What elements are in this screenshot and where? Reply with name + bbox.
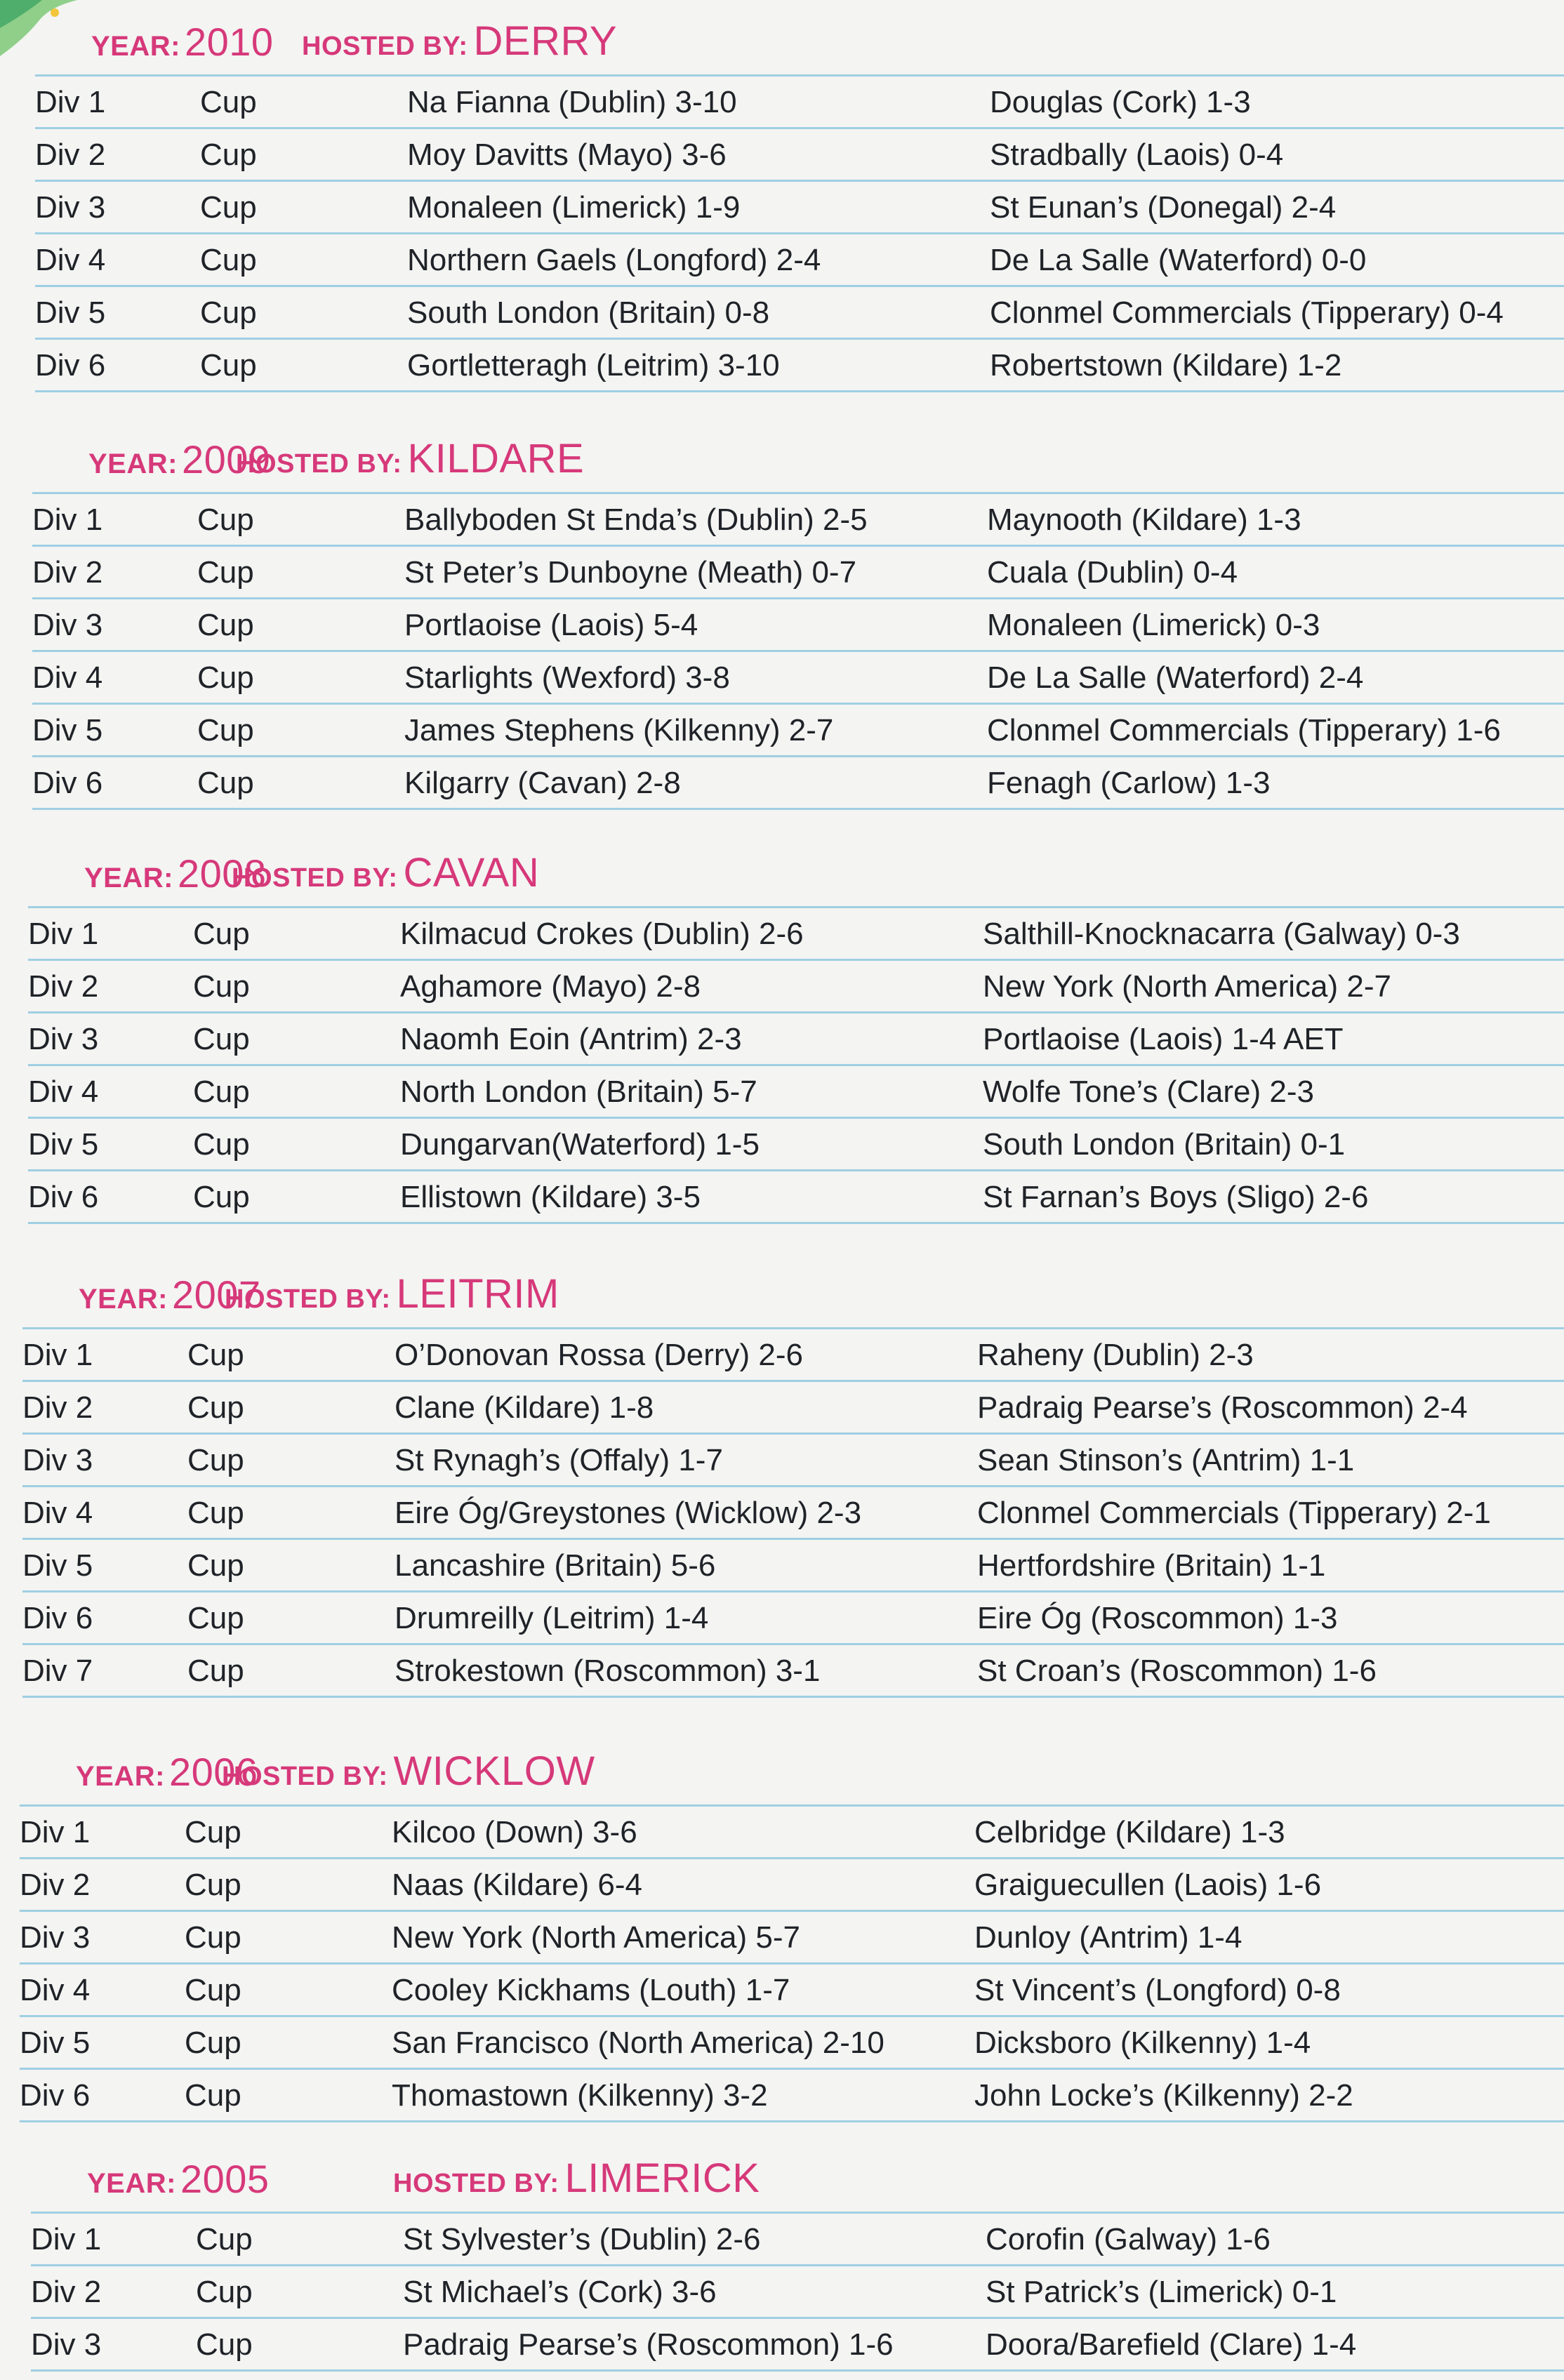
competition-cell: Cup (193, 1180, 250, 1214)
division-cell: Div 6 (35, 348, 106, 383)
year-value: 2010 (184, 20, 274, 64)
competition-cell: Cup (193, 969, 250, 1004)
runner-up-cell: St Vincent’s (Longford) 0-8 (974, 1973, 1341, 2007)
winner-cell: Kilcoo (Down) 3-6 (392, 1815, 637, 1849)
competition-cell: Cup (187, 1654, 244, 1688)
results-table (20, 1804, 1564, 2122)
winner-cell: Drumreilly (Leitrim) 1-4 (395, 1601, 709, 1635)
winner-cell: Thomastown (Kilkenny) 3-2 (392, 2078, 768, 2113)
table-row (22, 1645, 1564, 1698)
host-county: LIMERICK (564, 2155, 760, 2201)
competition-cell: Cup (185, 2078, 241, 2113)
table-row (31, 2212, 1564, 2266)
year-value: 2007 (171, 1272, 261, 1317)
competition-cell: Cup (193, 1022, 250, 1056)
winner-cell: Starlights (Wexford) 3-8 (404, 660, 730, 695)
table-row (31, 2319, 1564, 2372)
division-cell: Div 2 (20, 1868, 91, 1902)
winner-cell: Naomh Eoin (Antrim) 2-3 (400, 1022, 742, 1056)
table-row (20, 1859, 1564, 1912)
winner-cell: St Peter’s Dunboyne (Meath) 0-7 (404, 555, 857, 590)
runner-up-cell: Salthill-Knocknacarra (Galway) 0-3 (983, 917, 1460, 951)
year-label (91, 19, 274, 65)
competition-cell: Cup (197, 766, 254, 800)
competition-cell: Cup (187, 1338, 244, 1372)
runner-up-cell: South London (Britain) 0-1 (983, 1127, 1346, 1162)
runner-up-cell: Clonmel Commercials (Tipperary) 0-4 (990, 295, 1504, 330)
table-row (22, 1435, 1564, 1487)
competition-cell: Cup (187, 1601, 244, 1635)
table-row (28, 1066, 1564, 1119)
hosted-by-label (225, 1270, 559, 1317)
runner-up-cell: Maynooth (Kildare) 1-3 (987, 503, 1301, 537)
year-label-text: YEAR: (87, 2168, 176, 2199)
division-cell: Div 3 (28, 1022, 99, 1056)
division-cell: Div 5 (32, 713, 103, 747)
division-cell: Div 2 (28, 969, 99, 1004)
runner-up-cell: Wolfe Tone’s (Clare) 2-3 (983, 1075, 1314, 1109)
division-cell: Div 4 (22, 1496, 93, 1530)
runner-up-cell: Cuala (Dublin) 0-4 (987, 555, 1238, 590)
table-row (22, 1382, 1564, 1435)
division-cell: Div 2 (31, 2275, 102, 2309)
table-row (20, 1965, 1564, 2017)
competition-cell: Cup (185, 1973, 241, 2007)
year-value: 2008 (177, 851, 267, 896)
runner-up-cell: Clonmel Commercials (Tipperary) 1-6 (987, 713, 1501, 747)
runner-up-cell: St Croan’s (Roscommon) 1-6 (977, 1654, 1377, 1688)
division-cell: Div 6 (20, 2078, 91, 2113)
year-label-text: YEAR: (79, 1284, 168, 1315)
table-row (31, 2266, 1564, 2319)
division-cell: Div 5 (22, 1548, 93, 1583)
results-table (22, 1327, 1564, 1698)
section-header (0, 7, 1564, 74)
competition-cell: Cup (185, 1920, 241, 1955)
competition-cell: Cup (185, 1815, 241, 1849)
hosted-by-label-text: HOSTED BY: (232, 863, 398, 893)
runner-up-cell: Douglas (Cork) 1-3 (990, 85, 1251, 119)
section-header (0, 425, 1564, 492)
section-header (0, 1737, 1564, 1804)
division-cell: Div 3 (31, 2327, 102, 2362)
host-county: WICKLOW (393, 1748, 595, 1794)
year-section-2009 (0, 425, 1564, 810)
competition-cell: Cup (196, 2222, 253, 2256)
competition-cell: Cup (200, 243, 257, 277)
table-row (32, 757, 1564, 810)
division-cell: Div 4 (20, 1973, 91, 2007)
hosted-by-label (302, 18, 617, 65)
host-county: DERRY (473, 18, 618, 64)
winner-cell: St Rynagh’s (Offaly) 1-7 (395, 1443, 723, 1477)
competition-cell: Cup (185, 1868, 241, 1902)
winner-cell: San Francisco (North America) 2-10 (392, 2026, 884, 2060)
winner-cell: Dungarvan(Waterford) 1-5 (400, 1127, 760, 1162)
table-row (28, 1171, 1564, 1224)
competition-cell: Cup (197, 713, 254, 747)
host-county: CAVAN (403, 850, 540, 896)
winner-cell: O’Donovan Rossa (Derry) 2-6 (395, 1338, 803, 1372)
table-row (22, 1540, 1564, 1593)
division-cell: Div 7 (22, 1654, 93, 1688)
competition-cell: Cup (187, 1390, 244, 1425)
winner-cell: Clane (Kildare) 1-8 (395, 1390, 654, 1425)
competition-cell: Cup (193, 917, 250, 951)
winner-cell: Eire Óg/Greystones (Wicklow) 2-3 (395, 1496, 862, 1530)
runner-up-cell: Robertstown (Kildare) 1-2 (990, 348, 1342, 383)
results-table (35, 74, 1564, 392)
hosted-by-label (236, 435, 584, 482)
runner-up-cell: St Eunan’s (Donegal) 2-4 (990, 190, 1337, 225)
table-row (32, 599, 1564, 652)
table-row (20, 1804, 1564, 1859)
runner-up-cell: Hertfordshire (Britain) 1-1 (977, 1548, 1326, 1583)
table-row (35, 182, 1564, 234)
winner-cell: Portlaoise (Laois) 5-4 (404, 608, 698, 642)
competition-cell: Cup (200, 85, 257, 119)
table-row (35, 287, 1564, 340)
division-cell: Div 1 (28, 917, 99, 951)
winner-cell: Monaleen (Limerick) 1-9 (407, 190, 741, 225)
winner-cell: North London (Britain) 5-7 (400, 1075, 757, 1109)
winner-cell: Gortletteragh (Leitrim) 3-10 (407, 348, 780, 383)
table-row (32, 652, 1564, 705)
hosted-by-label-text: HOSTED BY: (222, 1762, 388, 1791)
table-row (28, 1119, 1564, 1171)
table-row (20, 1912, 1564, 1965)
competition-cell: Cup (197, 555, 254, 590)
table-row (32, 547, 1564, 599)
competition-cell: Cup (193, 1127, 250, 1162)
winner-cell: Aghamore (Mayo) 2-8 (400, 969, 701, 1004)
table-row (22, 1487, 1564, 1540)
division-cell: Div 2 (35, 138, 106, 172)
runner-up-cell: John Locke’s (Kilkenny) 2-2 (974, 2078, 1353, 2113)
division-cell: Div 3 (22, 1443, 93, 1477)
year-label-text: YEAR: (88, 448, 178, 479)
competition-cell: Cup (197, 608, 254, 642)
division-cell: Div 1 (22, 1338, 93, 1372)
table-row (35, 74, 1564, 129)
year-label-text: YEAR: (76, 1761, 165, 1792)
runner-up-cell: Graiguecullen (Laois) 1-6 (974, 1868, 1322, 1902)
winner-cell: Ballyboden St Enda’s (Dublin) 2-5 (404, 503, 868, 537)
table-row (35, 234, 1564, 287)
winner-cell: South London (Britain) 0-8 (407, 295, 770, 330)
runner-up-cell: Portlaoise (Laois) 1-4 AET (983, 1022, 1344, 1056)
hosted-by-label-text: HOSTED BY: (302, 32, 468, 61)
runner-up-cell: Sean Stinson’s (Antrim) 1-1 (977, 1443, 1355, 1477)
runner-up-cell: Dicksboro (Kilkenny) 1-4 (974, 2026, 1311, 2060)
year-section-2005 (0, 2144, 1564, 2372)
hosted-by-label-text: HOSTED BY: (236, 449, 402, 479)
runner-up-cell: Corofin (Galway) 1-6 (986, 2222, 1271, 2256)
runner-up-cell: Monaleen (Limerick) 0-3 (987, 608, 1320, 642)
year-section-2010 (0, 7, 1564, 392)
host-county: LEITRIM (396, 1271, 559, 1317)
winner-cell: Na Fianna (Dublin) 3-10 (407, 85, 737, 119)
division-cell: Div 2 (22, 1390, 93, 1425)
runner-up-cell: Doora/Barefield (Clare) 1-4 (986, 2327, 1357, 2362)
table-row (35, 340, 1564, 392)
table-row (28, 906, 1564, 961)
competition-cell: Cup (197, 503, 254, 537)
winner-cell: New York (North America) 5-7 (392, 1920, 800, 1955)
competition-cell: Cup (187, 1496, 244, 1530)
runner-up-cell: Clonmel Commercials (Tipperary) 2-1 (977, 1496, 1491, 1530)
runner-up-cell: Dunloy (Antrim) 1-4 (974, 1920, 1242, 1955)
winner-cell: Northern Gaels (Longford) 2-4 (407, 243, 821, 277)
division-cell: Div 1 (35, 85, 106, 119)
table-row (22, 1593, 1564, 1645)
division-cell: Div 1 (20, 1815, 91, 1849)
division-cell: Div 2 (32, 555, 103, 590)
table-row (32, 492, 1564, 547)
year-label-text: YEAR: (84, 863, 173, 893)
competition-cell: Cup (187, 1443, 244, 1477)
results-table (28, 906, 1564, 1224)
runner-up-cell: Padraig Pearse’s (Roscommon) 2-4 (977, 1390, 1468, 1425)
winner-cell: Lancashire (Britain) 5-6 (395, 1548, 716, 1583)
division-cell: Div 3 (32, 608, 103, 642)
table-row (20, 2070, 1564, 2122)
year-section-2007 (0, 1260, 1564, 1698)
section-header (0, 2144, 1564, 2212)
table-row (35, 129, 1564, 182)
winner-cell: Moy Davitts (Mayo) 3-6 (407, 138, 727, 172)
runner-up-cell: Eire Óg (Roscommon) 1-3 (977, 1601, 1338, 1635)
division-cell: Div 6 (32, 766, 103, 800)
competition-cell: Cup (196, 2275, 253, 2309)
year-label-text: YEAR: (91, 31, 180, 62)
table-row (22, 1327, 1564, 1382)
runner-up-cell: St Farnan’s Boys (Sligo) 2-6 (983, 1180, 1369, 1214)
year-label (87, 2156, 270, 2202)
results-table (32, 492, 1564, 810)
year-value: 2005 (180, 2157, 270, 2201)
year-value: 2009 (181, 437, 271, 481)
runner-up-cell: Celbridge (Kildare) 1-3 (974, 1815, 1285, 1849)
year-section-2008 (0, 839, 1564, 1224)
hosted-by-label-text: HOSTED BY: (225, 1284, 391, 1314)
competition-cell: Cup (193, 1075, 250, 1109)
hosted-by-label-text: HOSTED BY: (393, 2169, 559, 2198)
hosted-by-label (393, 2155, 760, 2202)
winner-cell: James Stephens (Kilkenny) 2-7 (404, 713, 834, 747)
division-cell: Div 4 (32, 660, 103, 695)
competition-cell: Cup (200, 190, 257, 225)
winner-cell: Ellistown (Kildare) 3-5 (400, 1180, 701, 1214)
division-cell: Div 3 (20, 1920, 91, 1955)
runner-up-cell: De La Salle (Waterford) 0-0 (990, 243, 1367, 277)
table-row (28, 961, 1564, 1013)
runner-up-cell: Raheny (Dublin) 2-3 (977, 1338, 1254, 1372)
winner-cell: St Michael’s (Cork) 3-6 (403, 2275, 717, 2309)
winner-cell: Kilgarry (Cavan) 2-8 (404, 766, 681, 800)
hosted-by-label (222, 1748, 595, 1795)
winner-cell: Padraig Pearse’s (Roscommon) 1-6 (403, 2327, 894, 2362)
table-row (28, 1013, 1564, 1066)
winner-cell: Strokestown (Roscommon) 3-1 (395, 1654, 821, 1688)
competition-cell: Cup (200, 295, 257, 330)
runner-up-cell: St Patrick’s (Limerick) 0-1 (986, 2275, 1337, 2309)
division-cell: Div 6 (28, 1180, 99, 1214)
division-cell: Div 1 (31, 2222, 102, 2256)
host-county: KILDARE (407, 436, 585, 481)
table-row (32, 705, 1564, 757)
runner-up-cell: New York (North America) 2-7 (983, 969, 1391, 1004)
division-cell: Div 5 (20, 2026, 91, 2060)
division-cell: Div 5 (28, 1127, 99, 1162)
section-header (0, 839, 1564, 906)
division-cell: Div 4 (28, 1075, 99, 1109)
year-section-2006 (0, 1737, 1564, 2122)
runner-up-cell: Fenagh (Carlow) 1-3 (987, 766, 1271, 800)
runner-up-cell: De La Salle (Waterford) 2-4 (987, 660, 1364, 695)
winner-cell: Kilmacud Crokes (Dublin) 2-6 (400, 917, 804, 951)
competition-cell: Cup (196, 2327, 253, 2362)
division-cell: Div 4 (35, 243, 106, 277)
table-row (20, 2017, 1564, 2070)
competition-cell: Cup (197, 660, 254, 695)
division-cell: Div 6 (22, 1601, 93, 1635)
competition-cell: Cup (200, 138, 257, 172)
division-cell: Div 3 (35, 190, 106, 225)
results-table (31, 2212, 1564, 2372)
winner-cell: Naas (Kildare) 6-4 (392, 1868, 643, 1902)
runner-up-cell: Stradbally (Laois) 0-4 (990, 138, 1284, 172)
year-value: 2006 (168, 1750, 258, 1794)
winner-cell: Cooley Kickhams (Louth) 1-7 (392, 1973, 790, 2007)
winner-cell: St Sylvester’s (Dublin) 2-6 (403, 2222, 761, 2256)
hosted-by-label (232, 849, 539, 896)
division-cell: Div 5 (35, 295, 106, 330)
competition-cell: Cup (200, 348, 257, 383)
competition-cell: Cup (187, 1548, 244, 1583)
competition-cell: Cup (185, 2026, 241, 2060)
division-cell: Div 1 (32, 503, 103, 537)
section-header (0, 1260, 1564, 1327)
